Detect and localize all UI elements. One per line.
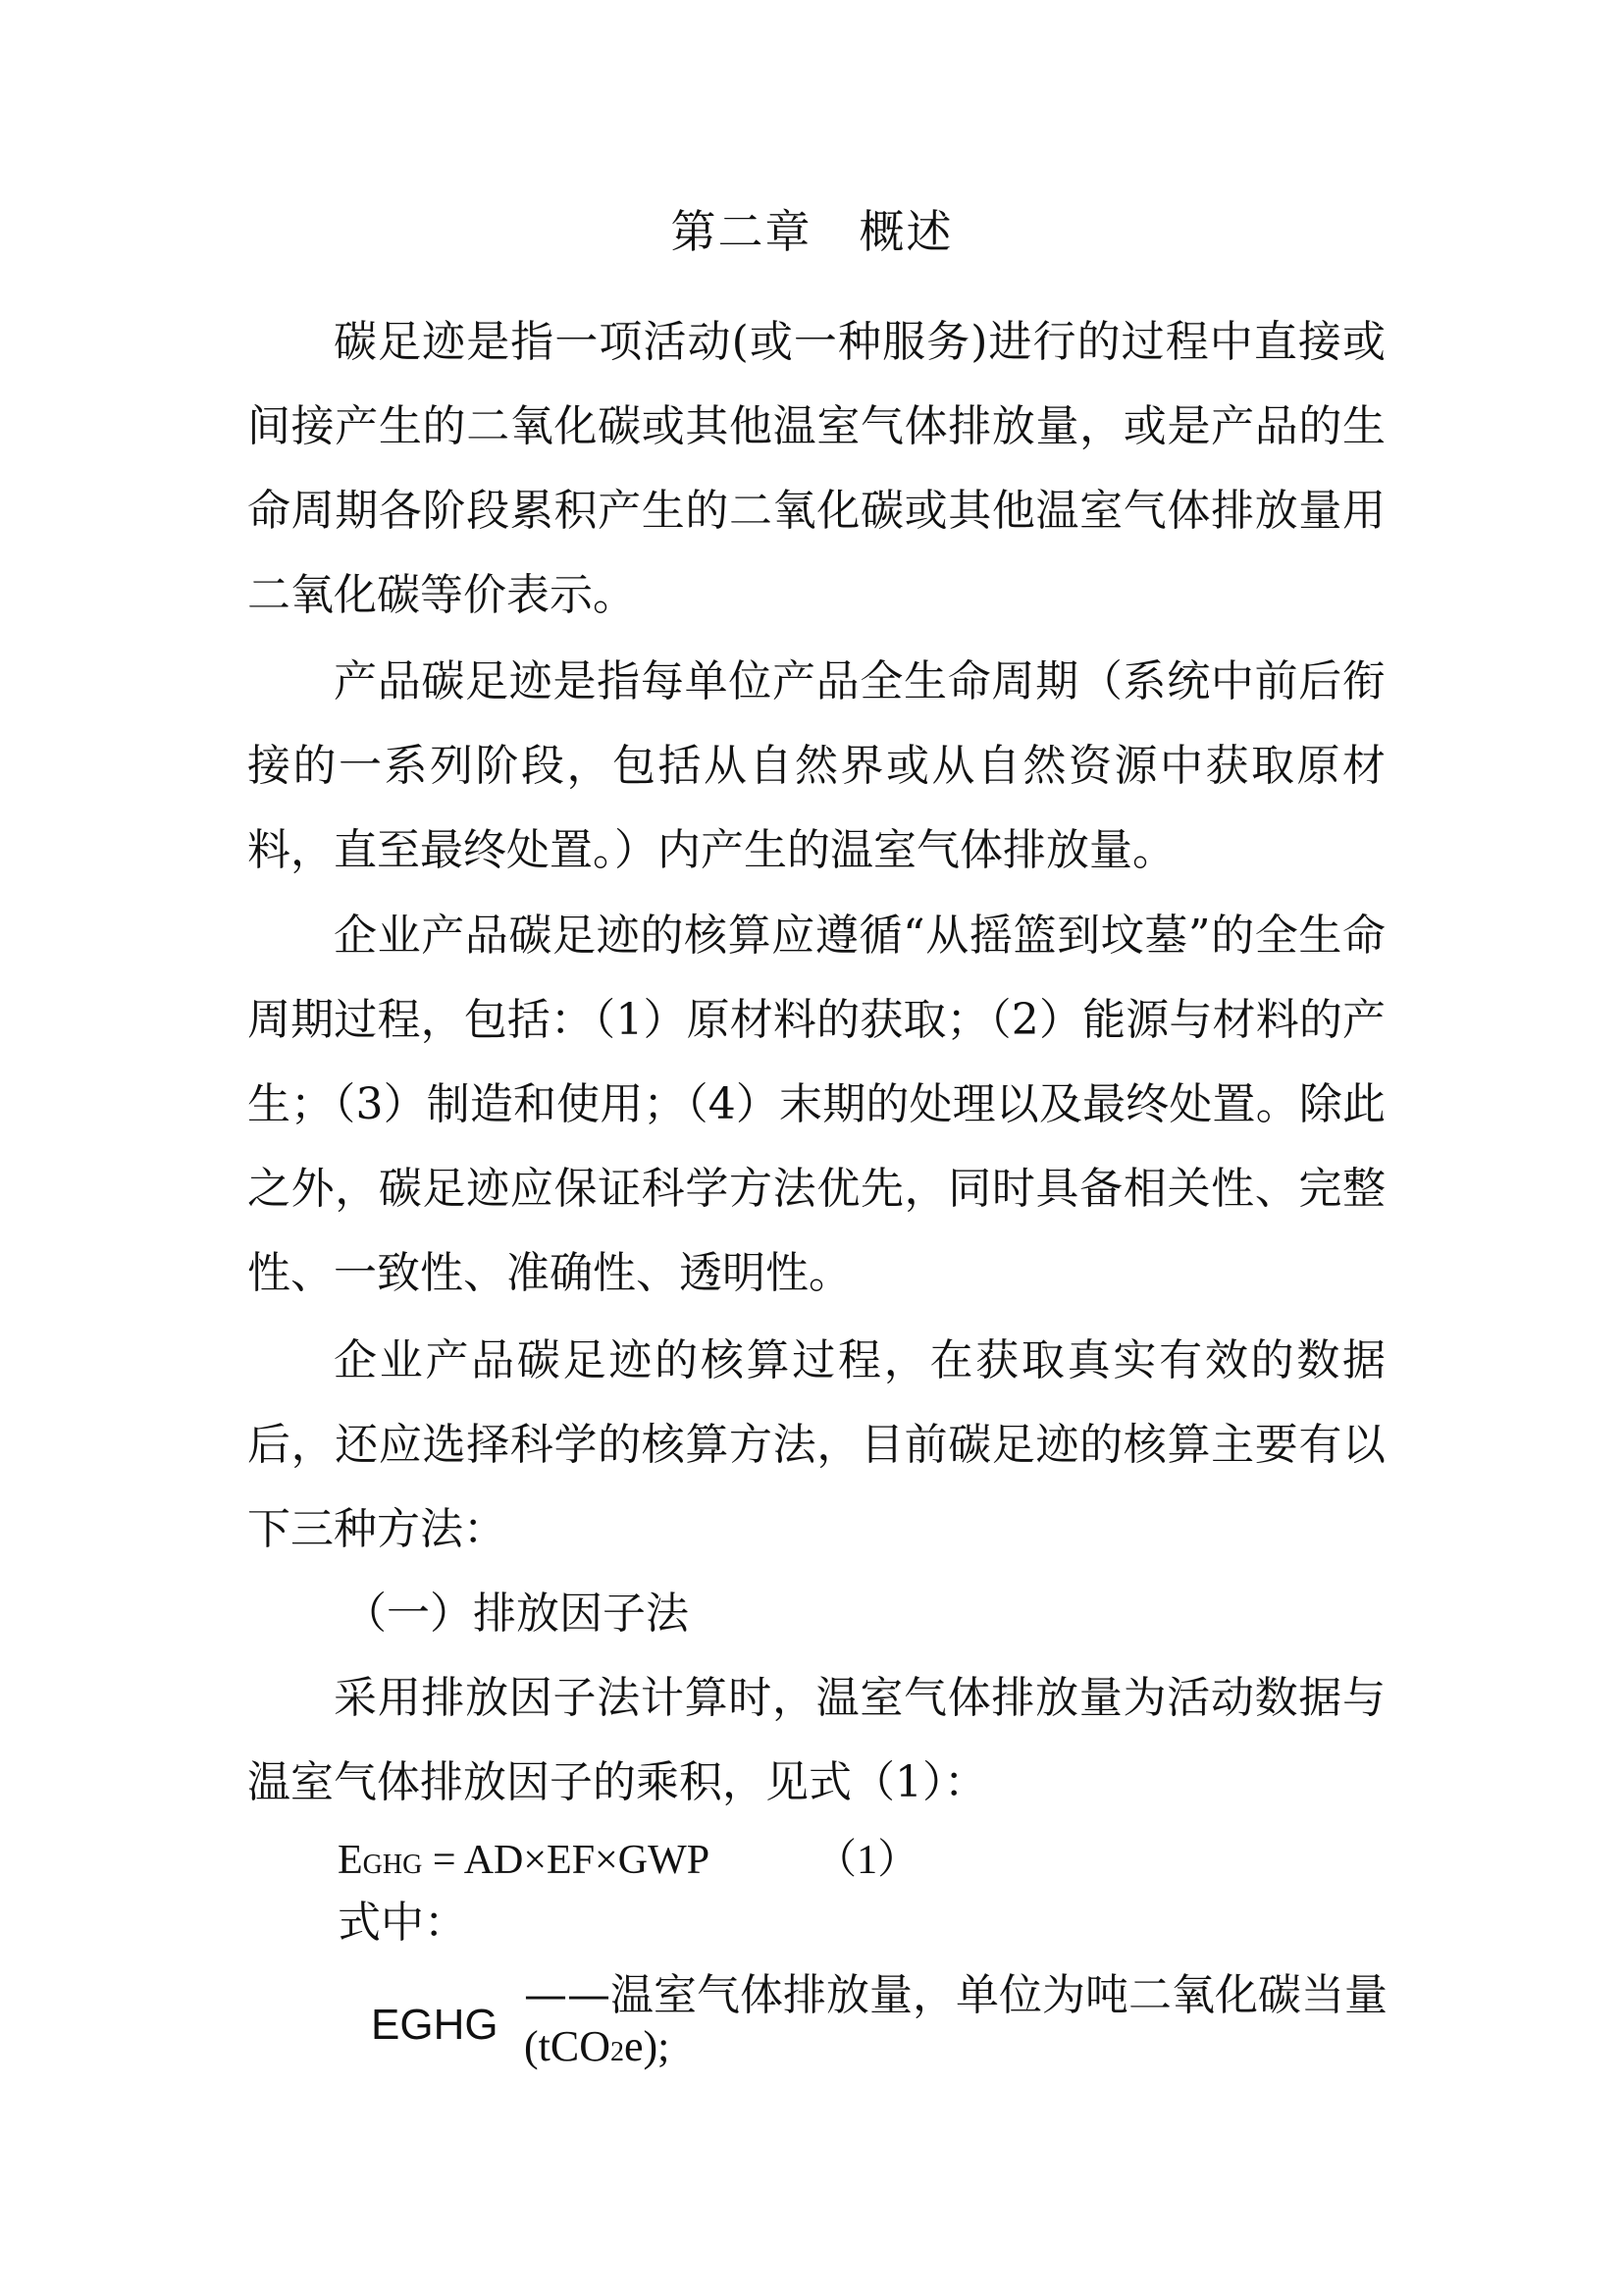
paragraph-text: 企业产品碳足迹的核算应遵循“从摇篮到坟墓”的全生命周期过程，包括：（1）原材料的获取；（2）能源与材料的产生；（3）制造和使用；（4）末期的处理以及最终处置。除此之外，碳足迹应保证科学方法优先，同时具备相关性、完整性、一致性、准确性、透明性。 xyxy=(247,911,1386,1298)
formula-rhs: = AD×EF×GWP xyxy=(422,1838,710,1883)
emission-formula xyxy=(338,1831,918,1895)
unit-prefix: (tCO xyxy=(524,2022,610,2070)
paragraph-carbon-footprint-definition xyxy=(247,300,1386,638)
variable-description-text: ——温室气体排放量，单位为吨二氧化碳当量 xyxy=(524,1970,1388,2020)
paragraph-text: 采用排放因子法计算时，温室气体排放量为活动数据与温室气体排放因子的乘积，见式（1）： xyxy=(247,1673,1386,1807)
unit-suffix: e); xyxy=(624,2022,670,2070)
chapter-title: 第二章 概述 xyxy=(670,205,954,258)
variable-symbol: EGHG xyxy=(371,2001,498,2049)
section-heading-emission-factor-method: （一）排放因子法 xyxy=(343,1589,689,1639)
variable-description xyxy=(524,1970,1407,2078)
paragraph-text: 产品碳足迹是指每单位产品全生命周期（系统中前后衔接的一系列阶段，包括从自然界或从自然资源中获取原材料，直至最终处置。）内产生的温室气体排放量。 xyxy=(247,656,1386,875)
formula-lhs-main: E xyxy=(338,1838,363,1883)
paragraph-emission-factor-explanation xyxy=(247,1656,1386,1825)
paragraph-text: 碳足迹是指一项活动(或一种服务)进行的过程中直接或间接产生的二氧化碳或其他温室气体排放量，或是产品的生命周期各阶段累积产生的二氧化碳或其他温室气体排放量用二氧化碳等价表示。 xyxy=(247,317,1386,620)
paragraph-lifecycle-accounting xyxy=(247,894,1386,1316)
paragraph-accounting-methods xyxy=(247,1319,1386,1572)
paragraph-product-carbon-footprint xyxy=(247,640,1386,893)
paragraph-text: 企业产品碳足迹的核算过程，在获取真实有效的数据后，还应选择科学的核算方法，目前碳足迹的核算主要有以下三种方法： xyxy=(247,1335,1386,1554)
formula-lhs-subscript: GHG xyxy=(362,1850,423,1880)
unit-subscript: 2 xyxy=(610,2037,624,2067)
formula-number: （1） xyxy=(815,1838,919,1883)
where-label: 式中： xyxy=(338,1898,467,1948)
variable-unit xyxy=(524,2021,1407,2078)
